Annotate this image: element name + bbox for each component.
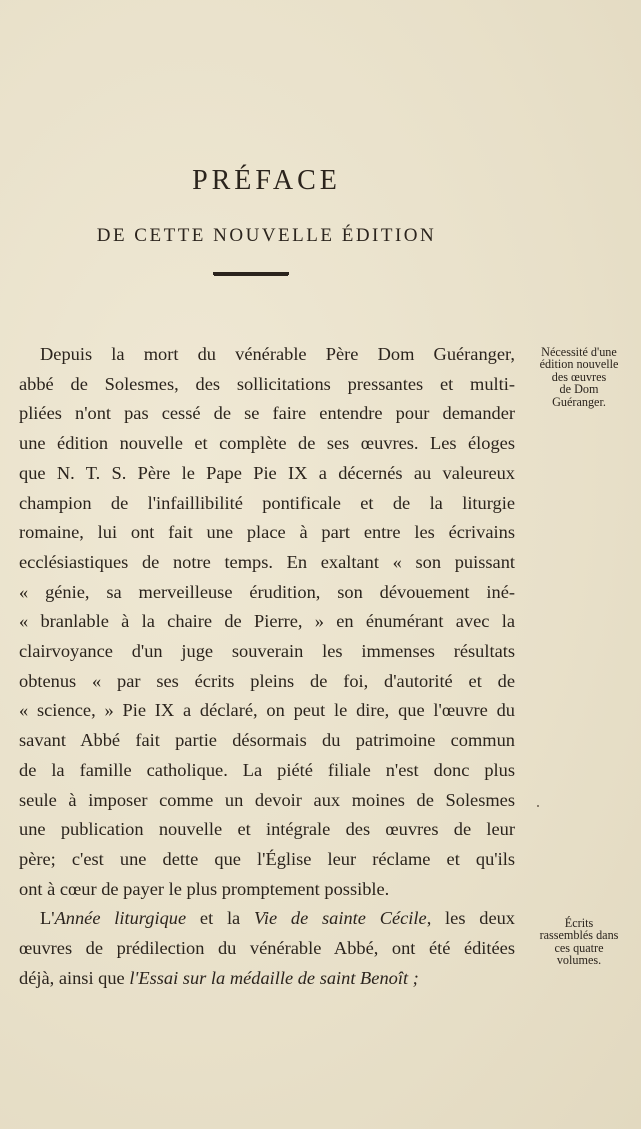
- margin-note-1: [520, 346, 638, 408]
- text-line: seule à imposer comme un devoir aux moines de Solesmes: [19, 789, 515, 810]
- text-line: Depuis la mort du vénérable Père Dom Guéranger,: [40, 344, 515, 364]
- text-line: [19, 964, 515, 994]
- text-line: savant Abbé fait partie désormais du patrimoine commun: [19, 730, 515, 751]
- text-line: père; c'est une dette que l'Église leur réclame et qu'ils: [19, 848, 515, 869]
- text-line: une publication nouvelle et intégrale des œuvres de leur: [19, 819, 515, 840]
- text-line: obtenus « par ses écrits pleins de foi, d'autorité et de: [19, 670, 515, 691]
- margin-note-line: des œuvres: [551, 369, 607, 384]
- text-run: , les deux: [426, 908, 515, 929]
- text-line: abbé de Solesmes, des sollicitations pressantes et multi-: [19, 373, 515, 394]
- margin-note-line: volumes.: [556, 953, 602, 968]
- text-line: ont à cœur de payer le plus promptement possible.: [19, 878, 390, 899]
- title-rule-divider: [213, 272, 289, 275]
- text-line: romaine, lui ont fait une place à part entre les écrivains: [19, 522, 515, 543]
- text-line: pliées n'ont pas cessé de se faire entendre pour demander: [19, 403, 515, 424]
- margin-note-line: Nécessité d'une: [541, 345, 617, 359]
- text-line: une édition nouvelle et complète de ses œuvres. Les éloges: [19, 433, 515, 454]
- margin-note-2: [520, 917, 638, 967]
- book-title-italic: l'Essai sur la médaille de saint Benoît ;: [129, 967, 419, 988]
- book-title-italic: Vie de sainte Cécile: [253, 908, 427, 929]
- paragraph-1: [19, 340, 515, 904]
- text-run: L': [40, 908, 55, 929]
- text-line: champion de l'infaillibilité pontificale et de la liturgie: [19, 492, 515, 513]
- margin-note-line: de Dom: [559, 382, 599, 397]
- margin-note-line: rassemblés dans: [539, 928, 619, 943]
- margin-note-line: Écrits: [564, 916, 594, 930]
- ink-speck: [537, 805, 539, 807]
- paragraph-2: [19, 904, 515, 993]
- text-run: et la: [186, 908, 254, 929]
- text-line: « génie, sa merveilleuse érudition, son dévouement iné-: [19, 581, 515, 602]
- text-line: [19, 904, 515, 934]
- margin-note-line: ces quatre: [554, 940, 604, 955]
- text-line: œuvres de prédilection du vénérable Abbé, ont été éditées: [19, 938, 515, 959]
- book-title-italic: Année liturgique: [54, 908, 187, 929]
- text-line: « science, » Pie IX a déclaré, on peut le dire, que l'œuvre du: [19, 700, 515, 721]
- margin-note-line: édition nouvelle: [539, 357, 619, 372]
- text-line: de la famille catholique. La piété filiale n'est donc plus: [19, 759, 515, 780]
- body-text: [19, 340, 515, 993]
- text-line: « branlable à la chaire de Pierre, » en énumérant avec la: [19, 611, 515, 632]
- text-line: que N. T. S. Père le Pape Pie IX a décernés au valeureux: [19, 462, 515, 483]
- text-line: clairvoyance d'un juge souverain les immenses résultats: [19, 641, 515, 662]
- text-line: ecclésiastiques de notre temps. En exaltant « son puissant: [19, 551, 515, 572]
- margin-note-line: Guéranger.: [552, 394, 606, 409]
- text-run: déjà, ainsi que: [19, 967, 130, 988]
- page-subtitle: DE CETTE NOUVELLE ÉDITION: [96, 225, 437, 246]
- page-title: PRÉFACE: [192, 165, 341, 196]
